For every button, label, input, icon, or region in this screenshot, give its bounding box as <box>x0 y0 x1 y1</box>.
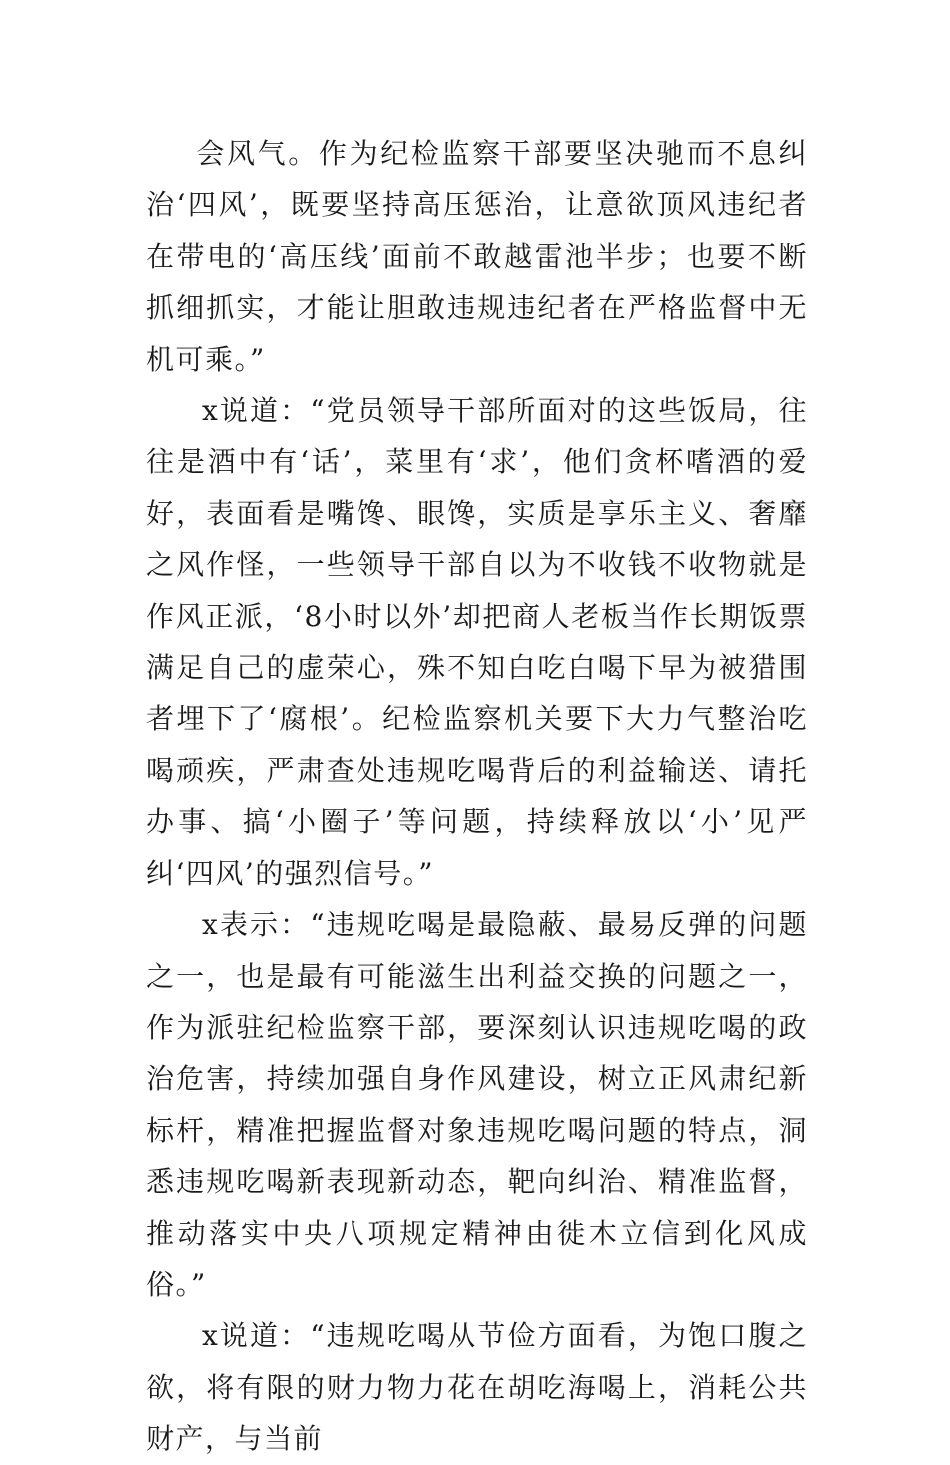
paragraph-violation-hidden: x表示：“违规吃喝是最隐蔽、最易反弹的问题之一，也是最有可能滋生出利益交换的问题之一，作为派驻纪检监察干部，要深刻认识违规吃喝的政治危害，持续加强自身作风建设，树立正风肃纪新标杆，精准把握监督对象违规吃喝问题的特点，洞悉违规吃喝新表现新动态，靶向纠治、精准监督，推动落实中央八项规定精神由徙木立信到化风成俗。” <box>146 908 808 1301</box>
paragraph-continued: 会风气。作为纪检监察干部要坚决驰而不息纠治‘四风’，既要坚持高压惩治，让意欲顶风违纪者在带电的‘高压线’面前不敢越雷池半步；也要不断抓细抓实，才能让胆敢违规违纪者在严格监督中无机可乘。” <box>146 137 808 376</box>
document-body <box>146 128 808 1465</box>
paragraph-frugality: x说道：“违规吃喝从节俭方面看，为饱口腹之欲，将有限的财力物力花在胡吃海喝上，消耗公共财产，与当前 <box>146 1319 808 1456</box>
paragraph-party-leaders-banquets: x说道：“党员领导干部所面对的这些饭局，往往是酒中有‘话’，菜里有‘求’，他们贪杯嗜酒的爱好，表面看是嘴馋、眼馋，实质是享乐主义、奢靡之风作怪，一些领导干部自以为不收钱不收物就是作风正派，‘8小时以外’却把商人老板当作长期饭票满足自己的虚荣心，殊不知白吃白喝下早为被猎围者埋下了‘腐根’。纪检监察机关要下大力气整治吃喝顽疾，严肃查处违规吃喝背后的利益输送、请托办事、搞‘小圈子’等问题，持续释放以‘小’见严纠‘四风’的强烈信号。” <box>146 394 808 890</box>
